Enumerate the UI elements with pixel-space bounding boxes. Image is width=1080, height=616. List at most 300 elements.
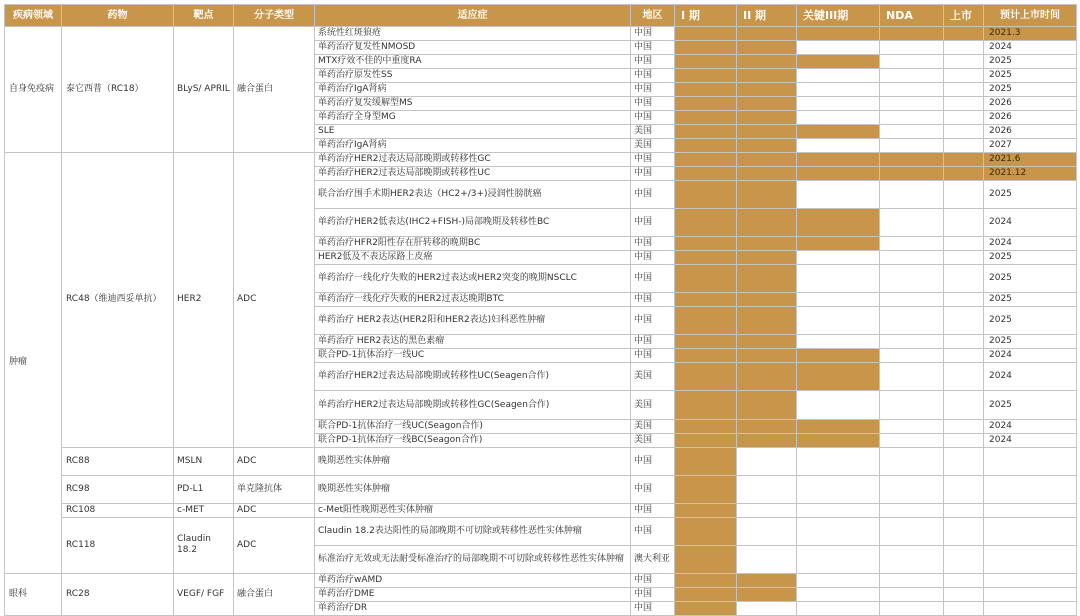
phase-2-cell	[737, 433, 797, 447]
phase-3-cell	[797, 307, 880, 335]
phase-4-cell	[880, 83, 944, 97]
phase-1-cell	[675, 601, 737, 615]
phase-5-cell	[944, 265, 984, 293]
header-nda: NDA	[880, 5, 944, 27]
phase-5-cell	[944, 573, 984, 587]
header-phase-2: II 期	[737, 5, 797, 27]
phase-3-cell	[797, 27, 880, 41]
phase-1-cell	[675, 237, 737, 251]
phase-2-cell	[737, 237, 797, 251]
expected-launch: 2025	[984, 265, 1077, 293]
expected-launch	[984, 587, 1077, 601]
disease-area: 自身免疫病	[5, 27, 62, 153]
header-launch: 上市	[944, 5, 984, 27]
phase-1-cell	[675, 447, 737, 475]
expected-launch	[984, 601, 1077, 615]
phase-5-cell	[944, 209, 984, 237]
region: 美国	[631, 419, 675, 433]
phase-2-cell	[737, 27, 797, 41]
phase-4-cell	[880, 587, 944, 601]
molecule-type: ADC	[234, 517, 315, 573]
drug-target: VEGF/ FGF	[174, 573, 234, 615]
drug-target: BLyS/ APRIL	[174, 27, 234, 153]
expected-launch: 2021.12	[984, 167, 1077, 181]
phase-4-cell	[880, 601, 944, 615]
expected-launch: 2026	[984, 97, 1077, 111]
expected-launch: 2025	[984, 251, 1077, 265]
phase-3-cell	[797, 391, 880, 419]
table-row	[5, 573, 1077, 587]
phase-3-cell	[797, 545, 880, 573]
phase-4-cell	[880, 27, 944, 41]
phase-4-cell	[880, 545, 944, 573]
phase-3-cell	[797, 139, 880, 153]
molecule-type: 融合蛋白	[234, 573, 315, 615]
expected-launch: 2025	[984, 307, 1077, 335]
phase-2-cell	[737, 41, 797, 55]
indication-text: 单药治疗HER2低表达(IHC2+FISH-)局部晚期及转移性BC	[315, 209, 631, 237]
region: 中国	[631, 55, 675, 69]
indication-text: c-Met阳性晚期恶性实体肿瘤	[315, 503, 631, 517]
phase-2-cell	[737, 601, 797, 615]
phase-2-cell	[737, 167, 797, 181]
phase-2-cell	[737, 69, 797, 83]
phase-1-cell	[675, 349, 737, 363]
phase-5-cell	[944, 335, 984, 349]
drug-target: HER2	[174, 153, 234, 447]
phase-4-cell	[880, 307, 944, 335]
phase-5-cell	[944, 293, 984, 307]
expected-launch	[984, 573, 1077, 587]
phase-1-cell	[675, 181, 737, 209]
expected-launch: 2024	[984, 41, 1077, 55]
phase-1-cell	[675, 139, 737, 153]
phase-3-cell	[797, 97, 880, 111]
phase-5-cell	[944, 237, 984, 251]
indication-text: MTX疗效不佳的中重度RA	[315, 55, 631, 69]
phase-5-cell	[944, 307, 984, 335]
phase-5-cell	[944, 363, 984, 391]
phase-1-cell	[675, 545, 737, 573]
phase-3-cell	[797, 125, 880, 139]
phase-2-cell	[737, 125, 797, 139]
phase-3-cell	[797, 293, 880, 307]
region: 中国	[631, 587, 675, 601]
phase-5-cell	[944, 517, 984, 545]
phase-3-cell	[797, 153, 880, 167]
expected-launch	[984, 517, 1077, 545]
phase-1-cell	[675, 573, 737, 587]
phase-3-cell	[797, 475, 880, 503]
phase-4-cell	[880, 475, 944, 503]
phase-5-cell	[944, 27, 984, 41]
phase-1-cell	[675, 97, 737, 111]
phase-2-cell	[737, 97, 797, 111]
drug-name: RC48（维迪西妥单抗）	[62, 153, 174, 447]
phase-1-cell	[675, 587, 737, 601]
indication-text: 单药治疗全身型MG	[315, 111, 631, 125]
region: 中国	[631, 293, 675, 307]
region: 澳大利亚	[631, 545, 675, 573]
phase-2-cell	[737, 475, 797, 503]
table-row	[5, 447, 1077, 475]
phase-3-cell	[797, 433, 880, 447]
expected-launch	[984, 475, 1077, 503]
table-row	[5, 503, 1077, 517]
phase-3-cell	[797, 167, 880, 181]
indication-text: 单药治疗复发性NMOSD	[315, 41, 631, 55]
indication-text: 单药治疗一线化疗失败的HER2过表达或HER2突变的晚期NSCLC	[315, 265, 631, 293]
phase-5-cell	[944, 69, 984, 83]
phase-2-cell	[737, 83, 797, 97]
region: 中国	[631, 265, 675, 293]
expected-launch: 2025	[984, 55, 1077, 69]
phase-4-cell	[880, 237, 944, 251]
region: 中国	[631, 447, 675, 475]
phase-3-cell	[797, 349, 880, 363]
expected-launch: 2025	[984, 391, 1077, 419]
phase-1-cell	[675, 265, 737, 293]
header-row	[5, 5, 1077, 27]
indication-text: 单药治疗HER2过表达局部晚期或转移性GC(Seagen合作)	[315, 391, 631, 419]
drug-target: Claudin 18.2	[174, 517, 234, 573]
phase-3-cell	[797, 503, 880, 517]
region: 中国	[631, 27, 675, 41]
phase-1-cell	[675, 503, 737, 517]
indication-text: 晚期恶性实体肿瘤	[315, 447, 631, 475]
phase-4-cell	[880, 433, 944, 447]
phase-1-cell	[675, 111, 737, 125]
phase-1-cell	[675, 293, 737, 307]
region: 中国	[631, 349, 675, 363]
phase-1-cell	[675, 335, 737, 349]
drug-name: RC118	[62, 517, 174, 573]
phase-4-cell	[880, 125, 944, 139]
expected-launch: 2025	[984, 335, 1077, 349]
molecule-type: 单克隆抗体	[234, 475, 315, 503]
phase-1-cell	[675, 209, 737, 237]
drug-target: PD-L1	[174, 475, 234, 503]
phase-2-cell	[737, 447, 797, 475]
molecule-type: 融合蛋白	[234, 27, 315, 153]
phase-4-cell	[880, 55, 944, 69]
region: 中国	[631, 503, 675, 517]
indication-text: 系统性红斑狼疮	[315, 27, 631, 41]
indication-text: Claudin 18.2表达阳性的局部晚期不可切除或转移性恶性实体肿瘤	[315, 517, 631, 545]
phase-1-cell	[675, 419, 737, 433]
region: 中国	[631, 181, 675, 209]
region: 中国	[631, 475, 675, 503]
phase-5-cell	[944, 153, 984, 167]
phase-2-cell	[737, 251, 797, 265]
phase-3-cell	[797, 363, 880, 391]
header-indication: 适应症	[315, 5, 631, 27]
expected-launch: 2021.6	[984, 153, 1077, 167]
header-phase-1: I 期	[675, 5, 737, 27]
phase-2-cell	[737, 503, 797, 517]
region: 中国	[631, 111, 675, 125]
drug-name: 泰它西普（RC18）	[62, 27, 174, 153]
phase-4-cell	[880, 363, 944, 391]
phase-2-cell	[737, 181, 797, 209]
header-target: 靶点	[174, 5, 234, 27]
header-area: 疾病领域	[5, 5, 62, 27]
phase-1-cell	[675, 307, 737, 335]
region: 中国	[631, 517, 675, 545]
expected-launch: 2024	[984, 209, 1077, 237]
drug-target: c-MET	[174, 503, 234, 517]
molecule-type: ADC	[234, 503, 315, 517]
indication-text: 单药治疗 HER2表达(HER2阳和HER2表达)妇科恶性肿瘤	[315, 307, 631, 335]
phase-4-cell	[880, 69, 944, 83]
phase-4-cell	[880, 335, 944, 349]
header-phase-3: 关键III期	[797, 5, 880, 27]
drug-name: RC98	[62, 475, 174, 503]
indication-text: 单药治疗HER2过表达局部晚期或转移性UC	[315, 167, 631, 181]
phase-1-cell	[675, 69, 737, 83]
indication-text: SLE	[315, 125, 631, 139]
phase-5-cell	[944, 433, 984, 447]
phase-5-cell	[944, 139, 984, 153]
phase-5-cell	[944, 125, 984, 139]
indication-text: 标准治疗无效或无法耐受标准治疗的局部晚期不可切除或转移性恶性实体肿瘤	[315, 545, 631, 573]
phase-4-cell	[880, 251, 944, 265]
phase-5-cell	[944, 167, 984, 181]
indication-text: 单药治疗复发缓解型MS	[315, 97, 631, 111]
phase-2-cell	[737, 573, 797, 587]
indication-text: 单药治疗原发性SS	[315, 69, 631, 83]
indication-text: 单药治疗DR	[315, 601, 631, 615]
disease-area: 肿瘤	[5, 153, 62, 574]
phase-4-cell	[880, 349, 944, 363]
phase-5-cell	[944, 111, 984, 125]
region: 美国	[631, 363, 675, 391]
region: 美国	[631, 125, 675, 139]
indication-text: HER2低及不表达尿路上皮癌	[315, 251, 631, 265]
phase-1-cell	[675, 125, 737, 139]
phase-3-cell	[797, 237, 880, 251]
phase-5-cell	[944, 601, 984, 615]
phase-5-cell	[944, 391, 984, 419]
pipeline-table	[4, 4, 1077, 616]
phase-4-cell	[880, 573, 944, 587]
region: 中国	[631, 307, 675, 335]
phase-5-cell	[944, 55, 984, 69]
expected-launch: 2024	[984, 433, 1077, 447]
expected-launch	[984, 503, 1077, 517]
phase-2-cell	[737, 391, 797, 419]
indication-text: 联合PD-1抗体治疗一线UC	[315, 349, 631, 363]
phase-1-cell	[675, 433, 737, 447]
phase-4-cell	[880, 517, 944, 545]
phase-4-cell	[880, 111, 944, 125]
region: 中国	[631, 167, 675, 181]
region: 中国	[631, 97, 675, 111]
phase-1-cell	[675, 475, 737, 503]
expected-launch: 2021.3	[984, 27, 1077, 41]
phase-2-cell	[737, 111, 797, 125]
drug-name: RC88	[62, 447, 174, 475]
phase-2-cell	[737, 307, 797, 335]
indication-text: 单药治疗IgA肾病	[315, 83, 631, 97]
region: 中国	[631, 41, 675, 55]
phase-2-cell	[737, 55, 797, 69]
phase-1-cell	[675, 83, 737, 97]
indication-text: 晚期恶性实体肿瘤	[315, 475, 631, 503]
indication-text: 联合PD-1抗体治疗一线UC(Seagon合作)	[315, 419, 631, 433]
header-region: 地区	[631, 5, 675, 27]
indication-text: 单药治疗HFR2阳性存在肝转移的晚期BC	[315, 237, 631, 251]
table-row	[5, 27, 1077, 41]
expected-launch: 2027	[984, 139, 1077, 153]
drug-name: RC108	[62, 503, 174, 517]
phase-1-cell	[675, 391, 737, 419]
phase-3-cell	[797, 69, 880, 83]
pipeline-body	[5, 27, 1077, 616]
phase-2-cell	[737, 363, 797, 391]
phase-5-cell	[944, 181, 984, 209]
expected-launch: 2026	[984, 111, 1077, 125]
phase-5-cell	[944, 447, 984, 475]
phase-4-cell	[880, 209, 944, 237]
region: 中国	[631, 251, 675, 265]
header-type: 分子类型	[234, 5, 315, 27]
expected-launch: 2025	[984, 83, 1077, 97]
phase-4-cell	[880, 153, 944, 167]
indication-text: 单药治疗IgA肾病	[315, 139, 631, 153]
phase-5-cell	[944, 419, 984, 433]
region: 中国	[631, 83, 675, 97]
expected-launch: 2024	[984, 349, 1077, 363]
phase-1-cell	[675, 363, 737, 391]
phase-3-cell	[797, 419, 880, 433]
phase-1-cell	[675, 41, 737, 55]
drug-target: MSLN	[174, 447, 234, 475]
phase-2-cell	[737, 335, 797, 349]
phase-1-cell	[675, 251, 737, 265]
expected-launch: 2024	[984, 419, 1077, 433]
indication-text: 单药治疗一线化疗失败的HER2过表达晚期BTC	[315, 293, 631, 307]
phase-3-cell	[797, 335, 880, 349]
phase-3-cell	[797, 251, 880, 265]
phase-2-cell	[737, 419, 797, 433]
phase-2-cell	[737, 545, 797, 573]
indication-text: 单药治疗 HER2表达的黑色素瘤	[315, 335, 631, 349]
phase-3-cell	[797, 265, 880, 293]
phase-3-cell	[797, 41, 880, 55]
phase-3-cell	[797, 573, 880, 587]
phase-3-cell	[797, 181, 880, 209]
indication-text: 联合PD-1抗体治疗一线BC(Seagon合作)	[315, 433, 631, 447]
phase-2-cell	[737, 265, 797, 293]
phase-2-cell	[737, 209, 797, 237]
indication-text: 单药治疗wAMD	[315, 573, 631, 587]
phase-4-cell	[880, 503, 944, 517]
phase-3-cell	[797, 587, 880, 601]
disease-area: 眼科	[5, 573, 62, 615]
indication-text: 联合治疗围手术期HER2表达（HC2+/3+)浸润性膀胱癌	[315, 181, 631, 209]
molecule-type: ADC	[234, 153, 315, 447]
phase-4-cell	[880, 391, 944, 419]
phase-3-cell	[797, 601, 880, 615]
phase-5-cell	[944, 97, 984, 111]
phase-3-cell	[797, 209, 880, 237]
region: 美国	[631, 433, 675, 447]
header-drug: 药物	[62, 5, 174, 27]
expected-launch: 2025	[984, 69, 1077, 83]
phase-2-cell	[737, 517, 797, 545]
phase-3-cell	[797, 111, 880, 125]
phase-4-cell	[880, 41, 944, 55]
region: 美国	[631, 391, 675, 419]
expected-launch: 2025	[984, 293, 1077, 307]
phase-3-cell	[797, 83, 880, 97]
indication-text: 单药治疗HER2过表达局部晚期或转移性UC(Seagen合作)	[315, 363, 631, 391]
phase-1-cell	[675, 55, 737, 69]
phase-4-cell	[880, 419, 944, 433]
table-row	[5, 153, 1077, 167]
phase-5-cell	[944, 349, 984, 363]
phase-5-cell	[944, 251, 984, 265]
phase-5-cell	[944, 545, 984, 573]
indication-text: 单药治疗HER2过表达局部晚期或转移性GC	[315, 153, 631, 167]
phase-2-cell	[737, 139, 797, 153]
phase-5-cell	[944, 475, 984, 503]
region: 中国	[631, 209, 675, 237]
expected-launch: 2025	[984, 181, 1077, 209]
indication-text: 单药治疗DME	[315, 587, 631, 601]
phase-5-cell	[944, 41, 984, 55]
expected-launch: 2024	[984, 363, 1077, 391]
phase-2-cell	[737, 587, 797, 601]
region: 中国	[631, 573, 675, 587]
phase-4-cell	[880, 97, 944, 111]
molecule-type: ADC	[234, 447, 315, 475]
phase-1-cell	[675, 517, 737, 545]
phase-4-cell	[880, 181, 944, 209]
region: 中国	[631, 153, 675, 167]
table-row	[5, 517, 1077, 545]
expected-launch	[984, 447, 1077, 475]
region: 美国	[631, 139, 675, 153]
region: 中国	[631, 335, 675, 349]
phase-4-cell	[880, 265, 944, 293]
phase-1-cell	[675, 153, 737, 167]
phase-2-cell	[737, 153, 797, 167]
expected-launch: 2026	[984, 125, 1077, 139]
phase-4-cell	[880, 139, 944, 153]
expected-launch: 2024	[984, 237, 1077, 251]
phase-5-cell	[944, 587, 984, 601]
phase-5-cell	[944, 83, 984, 97]
header-eta: 预计上市时间	[984, 5, 1077, 27]
phase-3-cell	[797, 517, 880, 545]
table-row	[5, 475, 1077, 503]
phase-4-cell	[880, 167, 944, 181]
region: 中国	[631, 69, 675, 83]
drug-name: RC28	[62, 573, 174, 615]
phase-1-cell	[675, 167, 737, 181]
phase-3-cell	[797, 447, 880, 475]
phase-1-cell	[675, 27, 737, 41]
region: 中国	[631, 237, 675, 251]
phase-3-cell	[797, 55, 880, 69]
phase-2-cell	[737, 293, 797, 307]
expected-launch	[984, 545, 1077, 573]
phase-5-cell	[944, 503, 984, 517]
phase-4-cell	[880, 293, 944, 307]
phase-4-cell	[880, 447, 944, 475]
